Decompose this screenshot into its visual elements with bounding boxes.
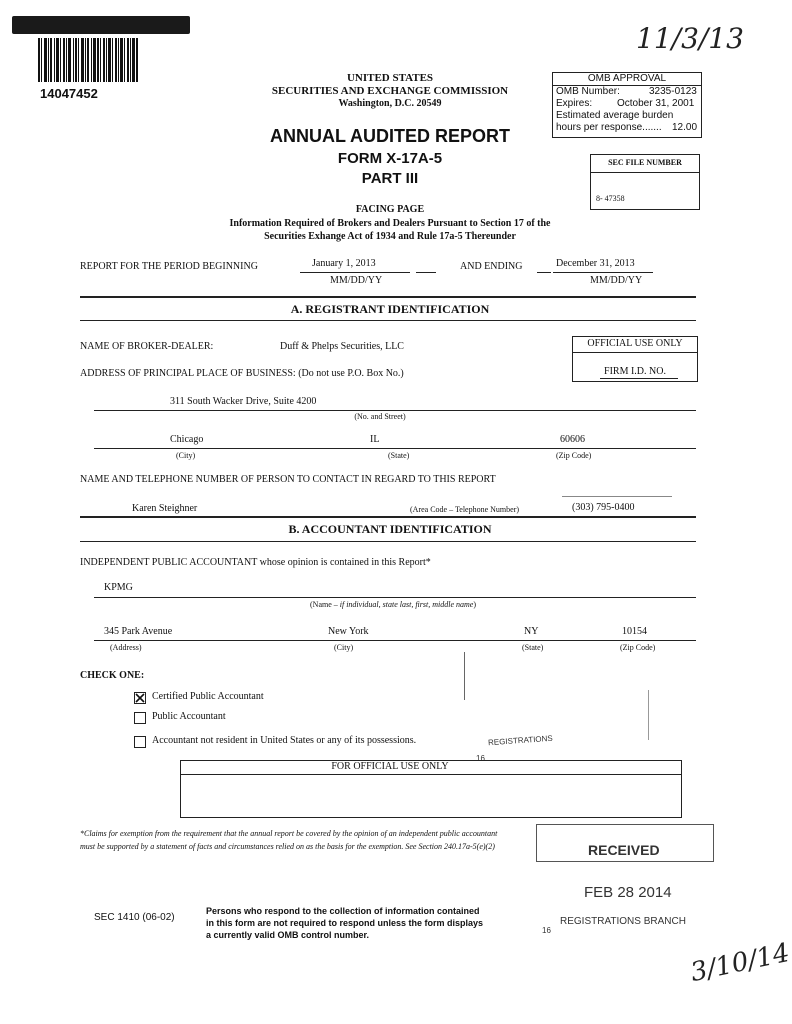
acct-zip-hint: (Zip Code) xyxy=(620,643,656,652)
handwritten-date-top: 11/3/13 xyxy=(636,22,744,55)
acct-city-value[interactable]: New York xyxy=(328,626,369,637)
barcode-icon xyxy=(38,38,138,82)
acct-address-value[interactable]: 345 Park Avenue xyxy=(104,626,173,637)
state-value[interactable]: IL xyxy=(370,434,380,445)
agency-line-2: SECURITIES AND EXCHANGE COMMISSION xyxy=(271,85,509,97)
section-a-rule-top xyxy=(80,296,696,298)
sec-file-label: SEC FILE NUMBER xyxy=(608,158,682,167)
acct-city-hint: (City) xyxy=(334,643,354,652)
address-label: ADDRESS OF PRINCIPAL PLACE OF BUSINESS: (Do not use P.O. Box No.) xyxy=(80,368,404,379)
option-nonresident-label: Accountant not resident in United States or any of its possessions. xyxy=(152,735,417,746)
header-black-bar xyxy=(12,16,190,34)
accountant-value[interactable]: KPMG xyxy=(104,582,133,593)
omb-number-label: OMB Number: xyxy=(556,86,620,97)
omb-expires-value: October 31, 2001 xyxy=(617,98,695,109)
option-cpa-checkbox[interactable] xyxy=(134,692,146,704)
stamp-mid-num: 16 xyxy=(476,754,485,763)
option-cpa-label: Certified Public Accountant xyxy=(152,691,264,702)
form-code: SEC 1410 (06-02) xyxy=(94,912,175,923)
broker-name-value[interactable]: Duff & Phelps Securities, LLC xyxy=(280,341,404,352)
name-hint xyxy=(310,600,476,609)
option-pa-checkbox[interactable] xyxy=(134,712,146,724)
stamp-branch: REGISTRATIONS BRANCH xyxy=(560,916,686,927)
name-hint-suffix: ) xyxy=(473,600,476,609)
option-nonresident-checkbox[interactable] xyxy=(134,736,146,748)
period-begin-label: REPORT FOR THE PERIOD BEGINNING xyxy=(80,261,258,272)
section-b-rule-bottom xyxy=(80,541,696,542)
omb-title: OMB APPROVAL xyxy=(587,73,667,84)
period-end-format: MM/DD/YY xyxy=(590,275,643,286)
footnote-line-2: must be supported by a statement of facts and circumstances relied on as the basis for the exemption. See Section 240.17a-5(e)(2) xyxy=(80,842,495,851)
section-b-rule-top xyxy=(80,516,696,518)
omb-burden-value: 12.00 xyxy=(672,122,698,133)
omb-expires-label: Expires: xyxy=(556,98,593,109)
acct-zip-value[interactable]: 10154 xyxy=(622,626,647,637)
facing-page: FACING PAGE xyxy=(355,204,425,215)
city-hint: (City) xyxy=(176,451,196,460)
acct-address-hint: (Address) xyxy=(110,643,142,652)
period-end-value[interactable]: December 31, 2013 xyxy=(556,258,635,269)
phone-hint: (Area Code – Telephone Number) xyxy=(410,505,520,514)
barcode-number: 14047452 xyxy=(40,86,98,101)
form-name: FORM X-17A-5 xyxy=(337,150,443,167)
for-official-use-label: FOR OFFICIAL USE ONLY xyxy=(331,761,449,772)
omb-burden-line1: Estimated average burden xyxy=(556,110,674,121)
period-begin-value[interactable]: January 1, 2013 xyxy=(312,258,376,269)
stamp-received: RECEIVED xyxy=(588,842,660,858)
contact-name[interactable]: Karen Steighner xyxy=(132,503,198,514)
footnote-line-1: *Claims for exemption from the requirement that the annual report be covered by the opinion of an independent public accountant xyxy=(80,829,498,838)
acct-state-value[interactable]: NY xyxy=(524,626,539,637)
option-pa-label: Public Accountant xyxy=(152,711,226,722)
info-line-1: Information Required of Brokers and Dealers Pursuant to Section 17 of the xyxy=(229,218,551,229)
stamp-date: FEB 28 2014 xyxy=(584,884,672,901)
period-begin-format: MM/DD/YY xyxy=(330,275,383,286)
acct-state-hint: (State) xyxy=(522,643,544,652)
contact-label: NAME AND TELEPHONE NUMBER OF PERSON TO CONTACT IN REGARD TO THIS REPORT xyxy=(80,474,496,485)
report-title: ANNUAL AUDITED REPORT xyxy=(269,126,510,146)
firm-id-label: FIRM I.D. NO. xyxy=(604,366,666,377)
stamp-num: 16 xyxy=(542,926,551,935)
stamp-mid-text: REGISTRATIONS xyxy=(487,733,553,748)
section-a-title: A. REGISTRANT IDENTIFICATION xyxy=(290,302,490,316)
stamp-frame-left xyxy=(464,652,465,700)
period-end-label: AND ENDING xyxy=(460,261,523,272)
check-one-label: CHECK ONE: xyxy=(80,670,145,681)
agency-line-3: Washington, D.C. 20549 xyxy=(338,98,442,109)
omb-number-value: 3235-0123 xyxy=(649,86,697,97)
state-hint: (State) xyxy=(388,451,410,460)
sec-file-value: 8- 47358 xyxy=(596,194,625,203)
zip-hint: (Zip Code) xyxy=(556,451,592,460)
zip-value[interactable]: 60606 xyxy=(560,434,585,445)
street-hint: (No. and Street) xyxy=(354,412,406,421)
phone-value[interactable]: (303) 795-0400 xyxy=(572,502,635,513)
section-a-rule-bottom xyxy=(80,320,696,321)
name-hint-prefix: (Name – xyxy=(310,600,340,609)
form-part: PART III xyxy=(361,170,419,187)
notice-line-2: in this form are not required to respond unless the form displays xyxy=(206,918,484,928)
agency-line-1: UNITED STATES xyxy=(346,72,434,84)
check-x-icon xyxy=(135,693,145,703)
notice-line-3: a currently valid OMB control number. xyxy=(206,930,370,940)
accountant-label: INDEPENDENT PUBLIC ACCOUNTANT whose opinion is contained in this Report* xyxy=(80,557,431,568)
street-value[interactable]: 311 South Wacker Drive, Suite 4200 xyxy=(170,396,317,407)
omb-burden-label: hours per response....... xyxy=(556,122,662,133)
info-line-2: Securities Exhange Act of 1934 and Rule 17a-5 Thereunder xyxy=(264,231,516,242)
name-hint-italic: if individual, state last, first, middle name xyxy=(339,600,474,609)
section-b-title: B. ACCOUNTANT IDENTIFICATION xyxy=(288,522,492,536)
official-use-label: OFFICIAL USE ONLY xyxy=(587,338,683,349)
city-value[interactable]: Chicago xyxy=(170,434,204,445)
notice-line-1: Persons who respond to the collection of information contained xyxy=(206,906,480,916)
handwritten-date-bottom: 3/10/14 xyxy=(687,937,792,989)
broker-name-label: NAME OF BROKER-DEALER: xyxy=(80,341,214,352)
stamp-frame-right xyxy=(648,690,649,740)
